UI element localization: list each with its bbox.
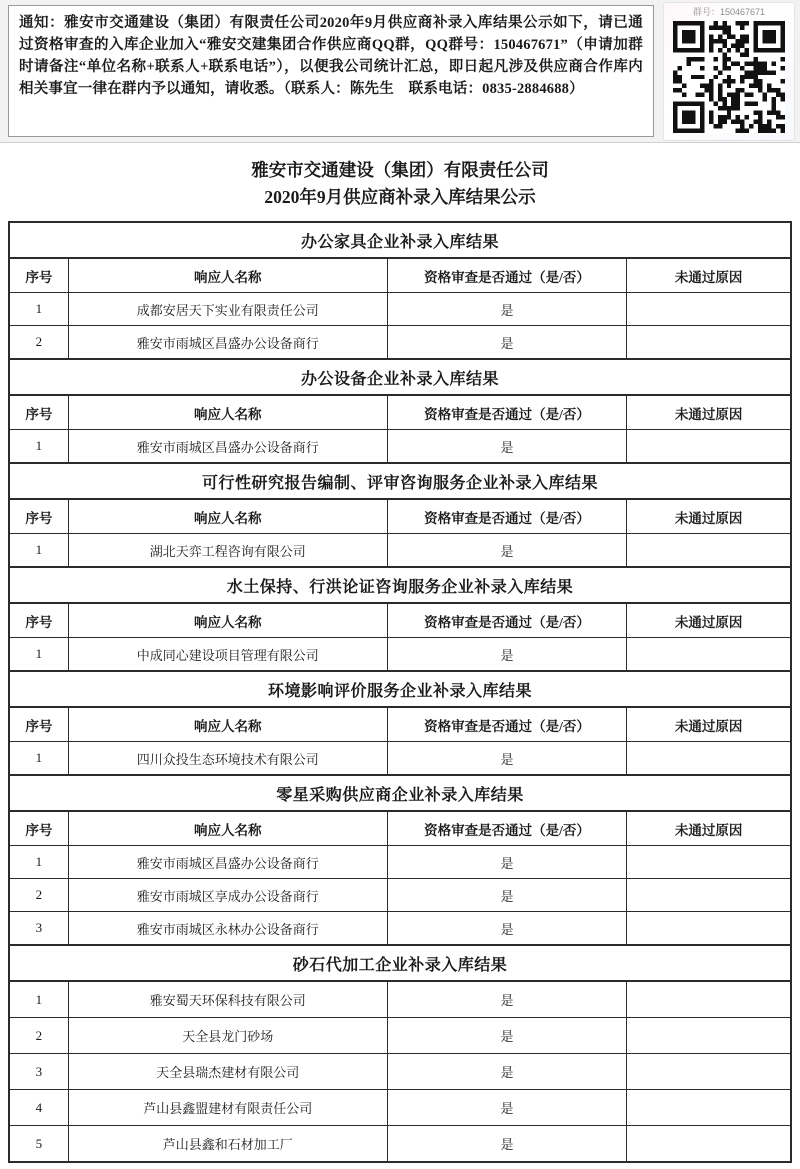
header-cell-pass-status: 资格审查是否通过（是/否） <box>387 604 626 637</box>
header-cell-fail-reason: 未通过原因 <box>626 604 790 637</box>
cell-company-name: 中成同心建设项目管理有限公司 <box>68 638 387 670</box>
cell-index: 2 <box>35 1027 43 1043</box>
table-row <box>10 741 790 774</box>
cell-index: 1 <box>35 854 43 870</box>
header-cell-pass-status: 资格审查是否通过（是/否） <box>387 812 626 845</box>
table-row <box>10 878 790 911</box>
cell-index: 4 <box>35 1099 43 1115</box>
cell-fail-reason <box>626 293 790 325</box>
cell-pass-status: 是 <box>387 846 626 878</box>
cell-fail-reason <box>626 326 790 358</box>
cell-company-name: 雅安市雨城区昌盛办公设备商行 <box>68 430 387 462</box>
cell-fail-reason <box>626 846 790 878</box>
section-row <box>10 670 790 707</box>
cell-company-name: 湖北天弈工程咨询有限公司 <box>68 534 387 566</box>
cell-pass-status: 是 <box>387 534 626 566</box>
qr-code-icon <box>664 21 794 138</box>
cell-company-name: 天全县瑞杰建材有限公司 <box>68 1054 387 1089</box>
header-cell-fail-reason: 未通过原因 <box>626 812 790 845</box>
section-title: 砂石代加工企业补录入库结果 <box>292 956 508 974</box>
cell-pass-status: 是 <box>387 912 626 944</box>
header-cell-pass-status: 资格审查是否通过（是/否） <box>387 708 626 741</box>
header-cell-pass-status: 资格审查是否通过（是/否） <box>387 396 626 429</box>
table-row <box>10 533 790 566</box>
cell-pass-status: 是 <box>387 293 626 325</box>
cell-company-name: 四川众投生态环境技术有限公司 <box>68 742 387 774</box>
table-row <box>10 429 790 462</box>
table-row <box>10 1053 790 1089</box>
cell-index: 1 <box>35 750 43 766</box>
cell-company-name: 芦山县鑫盟建材有限责任公司 <box>68 1090 387 1125</box>
header-cell-index: 序号 <box>25 269 53 285</box>
cell-fail-reason <box>626 879 790 911</box>
header-cell-index: 序号 <box>25 406 53 422</box>
header-cell-company-name: 响应人名称 <box>68 812 387 845</box>
table-row <box>10 325 790 358</box>
cell-company-name: 雅安蜀天环保科技有限公司 <box>68 982 387 1017</box>
cell-pass-status: 是 <box>387 982 626 1017</box>
cell-index: 2 <box>35 334 43 350</box>
cell-index: 3 <box>35 1063 43 1079</box>
cell-fail-reason <box>626 1054 790 1089</box>
table-row <box>10 1125 790 1161</box>
header-cell-company-name: 响应人名称 <box>68 708 387 741</box>
cell-company-name: 成都安居天下实业有限责任公司 <box>68 293 387 325</box>
section-row <box>10 358 790 395</box>
header-cell-pass-status: 资格审查是否通过（是/否） <box>387 259 626 292</box>
cell-index: 5 <box>35 1135 43 1151</box>
table-header-row <box>10 603 790 637</box>
cell-company-name: 雅安市雨城区享成办公设备商行 <box>68 879 387 911</box>
table-row <box>10 911 790 944</box>
results-table <box>8 221 792 1163</box>
cell-fail-reason <box>626 1090 790 1125</box>
qq-group-number-label: 群号：150467671 <box>692 7 766 17</box>
table-row <box>10 981 790 1017</box>
cell-pass-status: 是 <box>387 1126 626 1161</box>
section-title: 可行性研究报告编制、评审咨询服务企业补录入库结果 <box>201 474 598 492</box>
header-cell-index: 序号 <box>25 822 53 838</box>
cell-pass-status: 是 <box>387 742 626 774</box>
table-header-row <box>10 811 790 845</box>
cell-fail-reason <box>626 430 790 462</box>
cell-pass-status: 是 <box>387 1018 626 1053</box>
header-cell-index: 序号 <box>25 510 53 526</box>
table-header-row <box>10 707 790 741</box>
notice-box <box>8 5 654 137</box>
table-row <box>10 637 790 670</box>
section-row <box>10 462 790 499</box>
cell-pass-status: 是 <box>387 1090 626 1125</box>
header-cell-company-name: 响应人名称 <box>68 259 387 292</box>
cell-pass-status: 是 <box>387 1054 626 1089</box>
header-cell-company-name: 响应人名称 <box>68 396 387 429</box>
cell-index: 1 <box>35 301 43 317</box>
notice-text: 通知：雅安市交通建设（集团）有限责任公司2020年9月供应商补录入库结果公示如下，请已通过资格审查的入库企业加入“雅安交建集团合作供应商QQ群，QQ群号：150467671”（申请加群时请备注“单位名称+联系人+联系电话”），以便我公司统计汇总，即日起凡涉及供应商合作库内相关事宜一律在群内予以通知，请收悉。（联系人：陈先生 联系电话：0835-2884688） <box>19 15 643 98</box>
header-cell-pass-status: 资格审查是否通过（是/否） <box>387 500 626 533</box>
table-header-row <box>10 395 790 429</box>
table-header-row <box>10 258 790 292</box>
cell-company-name: 雅安市雨城区昌盛办公设备商行 <box>68 846 387 878</box>
section-title: 办公家具企业补录入库结果 <box>300 233 499 251</box>
cell-company-name: 天全县龙门砂场 <box>68 1018 387 1053</box>
section-row <box>10 566 790 603</box>
notice-strip <box>0 0 800 143</box>
section-row <box>10 774 790 811</box>
cell-company-name: 芦山县鑫和石材加工厂 <box>68 1126 387 1161</box>
section-title: 水土保持、行洪论证咨询服务企业补录入库结果 <box>226 578 574 596</box>
cell-fail-reason <box>626 982 790 1017</box>
cell-fail-reason <box>626 742 790 774</box>
header-cell-index: 序号 <box>25 718 53 734</box>
header-cell-fail-reason: 未通过原因 <box>626 708 790 741</box>
cell-fail-reason <box>626 1126 790 1161</box>
cell-company-name: 雅安市雨城区昌盛办公设备商行 <box>68 326 387 358</box>
qq-group-qr-card <box>663 2 795 141</box>
cell-fail-reason <box>626 912 790 944</box>
cell-company-name: 雅安市雨城区永林办公设备商行 <box>68 912 387 944</box>
cell-index: 1 <box>35 991 43 1007</box>
section-row <box>10 223 790 258</box>
header-cell-company-name: 响应人名称 <box>68 604 387 637</box>
cell-pass-status: 是 <box>387 638 626 670</box>
table-row <box>10 1089 790 1125</box>
table-row <box>10 292 790 325</box>
cell-pass-status: 是 <box>387 879 626 911</box>
table-row <box>10 845 790 878</box>
header-cell-fail-reason: 未通过原因 <box>626 259 790 292</box>
cell-fail-reason <box>626 638 790 670</box>
section-row <box>10 944 790 981</box>
cell-pass-status: 是 <box>387 430 626 462</box>
table-header-row <box>10 499 790 533</box>
table-row <box>10 1017 790 1053</box>
cell-index: 1 <box>35 438 43 454</box>
cell-index: 3 <box>35 920 43 936</box>
document-title-block <box>0 143 800 221</box>
header-cell-fail-reason: 未通过原因 <box>626 396 790 429</box>
announcement-title: 2020年9月供应商补录入库结果公示 <box>264 187 536 208</box>
header-cell-index: 序号 <box>25 614 53 630</box>
cell-fail-reason <box>626 534 790 566</box>
header-cell-fail-reason: 未通过原因 <box>626 500 790 533</box>
cell-index: 1 <box>35 542 43 558</box>
section-title: 零星采购供应商企业补录入库结果 <box>276 786 524 804</box>
cell-fail-reason <box>626 1018 790 1053</box>
company-title: 雅安市交通建设（集团）有限责任公司 <box>251 160 549 180</box>
cell-index: 2 <box>35 887 43 903</box>
cell-index: 1 <box>35 646 43 662</box>
section-title: 环境影响评价服务企业补录入库结果 <box>267 682 532 700</box>
cell-pass-status: 是 <box>387 326 626 358</box>
section-title: 办公设备企业补录入库结果 <box>300 370 499 388</box>
header-cell-company-name: 响应人名称 <box>68 500 387 533</box>
